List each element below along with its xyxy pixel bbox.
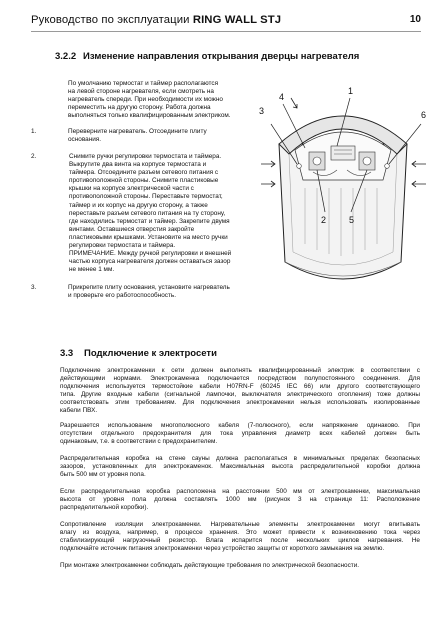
text-line: стабилизирующий нагрузочный резистор. Влага испарится после нескольких циклов нагревания. Не <box>60 537 420 545</box>
heater-drawing <box>255 84 432 294</box>
text-line: Подключение электрокаменки к сети должен выполнять квалифицированный электрик в соответствии с <box>60 367 420 374</box>
header-divider <box>31 31 421 32</box>
text-line: переместить на другую сторону. Работа должна <box>68 104 211 112</box>
section-title: Изменение направления открывания дверцы нагревателя <box>83 51 360 62</box>
text-line: Разрешается использование многополюсного кабеля (7-полюсного), если напряжение одинаково. При <box>60 422 420 429</box>
text-line: Если распределительная коробка расположена на расстоянии 500 мм от электрокаменки, максимальная <box>60 488 420 495</box>
text-line: быть 500 мм от уровня пола. <box>60 471 146 479</box>
body-paragraph <box>60 521 420 553</box>
text-line: основания. <box>68 136 102 144</box>
text-line: Выкрутите два винта на корпусе термостата и <box>69 161 207 169</box>
text-line: действующими нормами. Электрокаменка подключается посредством полупостоянного соединения. Для <box>60 375 420 383</box>
text-line: ПРИМЕЧАНИЕ. Между ручкой регулировки и внешней <box>69 250 232 258</box>
text-line: подключения используется термостойкие кабели H07RN-F (60245 IEC 66) или другого соответствующего <box>60 383 420 391</box>
section-heading-3-3 <box>60 348 217 359</box>
timer-knob <box>363 157 371 165</box>
text-line: таймер и их корпус на другую сторону, а также <box>69 201 208 209</box>
body-paragraph <box>60 488 420 512</box>
body-paragraph <box>60 422 420 446</box>
callout-1: 1 <box>348 86 354 96</box>
text-line: пластиковыми крышками. Установите на место ручки <box>69 233 228 241</box>
step-item-1 <box>31 128 207 144</box>
text-line: По умолчанию термостат и таймер располагаются <box>68 80 219 87</box>
text-line: противоположной стороны. Переставьте термостат, <box>69 193 223 201</box>
text-line: соответствовать этим требованиям. Для подключения электрокаменки нельзя использовать изолированные <box>60 399 420 407</box>
body-paragraph <box>60 562 359 570</box>
text-line: одинаковым, т.е. в соответствии с предохранителем. <box>60 438 218 446</box>
section-number: 3.2.2 <box>55 51 77 62</box>
callout-6: 6 <box>421 110 427 120</box>
step-item-2 <box>31 153 231 274</box>
heater-underside-figure <box>255 84 432 294</box>
text-line: нагреватель спереди. При необходимости их можно <box>68 96 223 104</box>
arrow-left-lower <box>261 181 275 187</box>
arrow-left-upper <box>261 161 275 167</box>
manual-title-prefix: Руководство по эксплуатации <box>31 14 193 26</box>
text-line: типа. Другие входные кабели (сигнальной лампочки, выключателя электрического отопления) тоже должны <box>60 391 420 399</box>
text-line: противоположной стороны. Снимите пластиковые <box>69 177 219 185</box>
text-line: зазоров, установленных для электрокаменок. Максимальная высота распределительной коробки должна <box>60 463 420 471</box>
text-line: При монтаже электрокаменки соблюдать действующие требования по электрической безопасности. <box>60 562 360 569</box>
page-number: 10 <box>409 14 421 25</box>
text-line: регулировки термостата и таймера. <box>69 242 176 250</box>
text-line: Распределительная коробка на стене сауны должна располагаться в минимальных пределах безопасных <box>60 455 420 462</box>
step-marker: 2. <box>31 153 37 160</box>
step-marker: 1. <box>31 128 37 135</box>
text-line: частью корпуса нагревателя должен оставаться зазор <box>69 258 231 266</box>
text-line: Снимите ручки регулировки термостата и таймера. <box>69 153 222 160</box>
text-line: где находились термостат и таймер. Закрепите двумя <box>69 217 230 225</box>
text-line: влагу из воздуха, например, в процессе хранения. Это может привести к возникновению тока через <box>60 529 420 537</box>
body-paragraph <box>60 455 420 479</box>
step-marker: 3. <box>31 284 37 291</box>
text-line: на левой стороне нагревателя, если смотреть на <box>68 88 214 96</box>
body-paragraph <box>60 367 420 416</box>
text-line: и проверьте его работоспособность. <box>68 292 177 300</box>
text-line: переставьте разъем сетевого питания на ту сторону, <box>69 209 226 217</box>
text-line: Сопротивление изоляции электрокаменки. Нагревательные элементы электрокаменки могут впитывать <box>60 521 420 528</box>
callout-3: 3 <box>259 106 265 116</box>
text-line: Прикрепите плиту основания, установите нагреватель <box>68 284 230 291</box>
text-line: таймера. Отсоедините разъем сетевого питания с <box>69 169 219 177</box>
text-line: выполняться только квалифицированным электриком. <box>68 112 231 120</box>
manual-title <box>31 14 281 26</box>
callout-5: 5 <box>349 215 355 225</box>
callout-4: 4 <box>279 92 285 102</box>
text-line: крышки на корпусе электрической части с <box>69 185 194 193</box>
section-heading-3-2-2 <box>55 51 359 62</box>
callout-2: 2 <box>321 215 327 225</box>
text-line: высота от уровня пола должна составлять 1000 мм (рисунок 3 на странице 11: Расположение <box>60 496 420 504</box>
step-item-3 <box>31 284 230 300</box>
thermostat-knob <box>313 157 321 165</box>
arrow-right-lower <box>412 181 426 187</box>
manual-model-name: RING WALL STJ <box>192 14 282 26</box>
text-line: распределительной коробки). <box>60 504 149 512</box>
text-line: подключайте источник питания электрокаменки через устройство защиты от короткого замыкания на землю. <box>60 545 385 553</box>
text-line: кабели ПВХ. <box>60 407 98 415</box>
intro-paragraph <box>68 80 231 120</box>
section-number: 3.3 <box>60 348 74 359</box>
text-line: винтами. Оставшиеся отверстия закройте <box>69 225 195 233</box>
terminal-block <box>331 146 355 160</box>
text-line: не менее 1 мм. <box>69 266 115 274</box>
text-line: Переверните нагреватель. Отсоедините плиту <box>68 128 207 135</box>
text-line: отсутствии отдельного предохранителя для тока управления диаметр всех кабелей должен быть <box>60 430 420 438</box>
arrow-right-upper <box>412 161 426 167</box>
section-title: Подключение к электросети <box>84 348 217 359</box>
page-header <box>31 12 421 32</box>
